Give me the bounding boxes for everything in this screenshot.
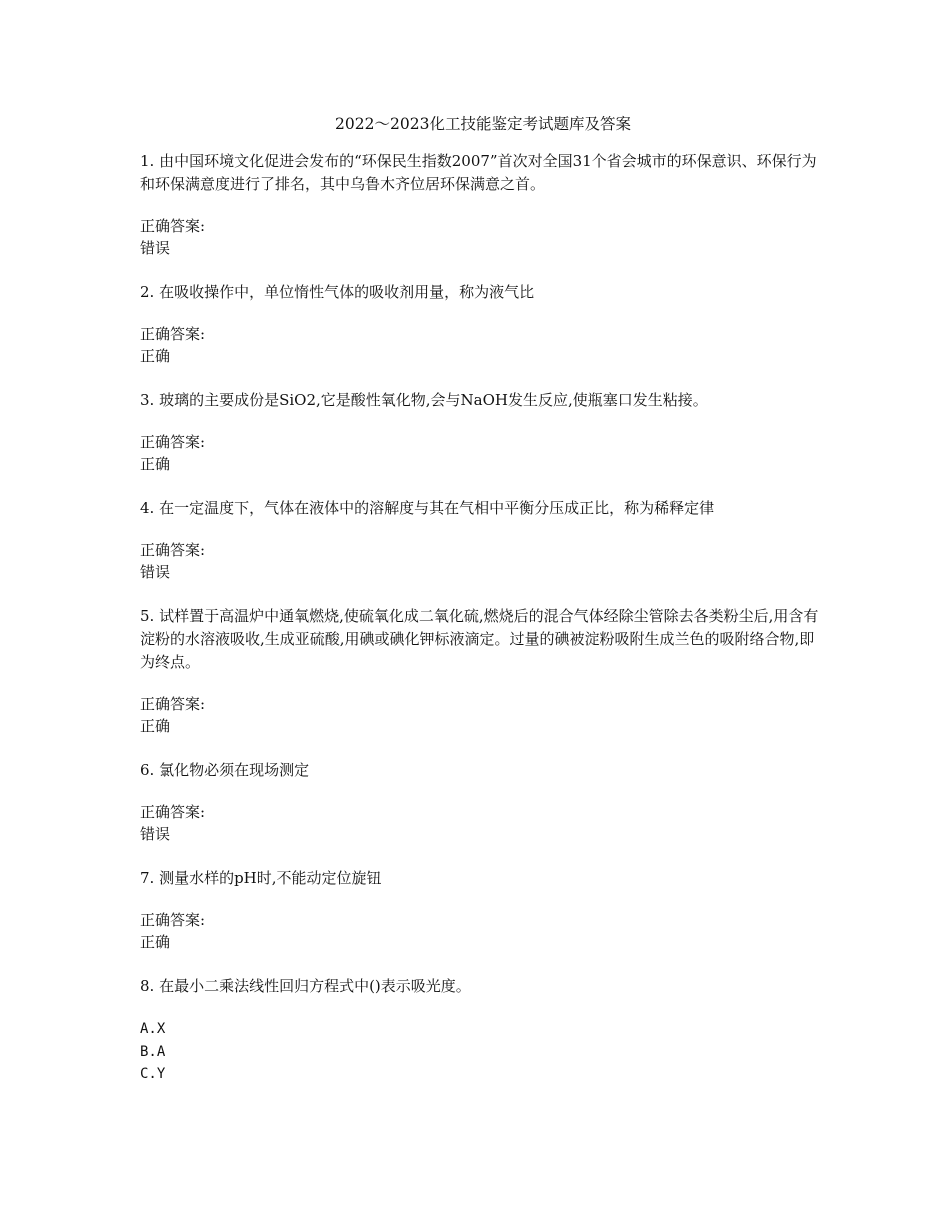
answer-value: 正确 [140, 347, 171, 365]
answer-label: 正确答案: [140, 911, 206, 929]
answer-value: 错误 [140, 825, 171, 843]
document-title: 2022～2023化工技能鉴定考试题库及答案 [335, 115, 631, 133]
answer-value: 正确 [140, 933, 171, 951]
answer-block [140, 909, 820, 953]
question-text: 3. 玻璃的主要成份是SiO2,它是酸性氧化物,会与NaOH发生反应,使瓶塞口发生粘接。 [140, 391, 708, 409]
answer-block [140, 431, 820, 475]
question-5 [140, 605, 820, 737]
answer-label: 正确答案: [140, 433, 206, 451]
question-2 [140, 281, 820, 367]
answer-value: 错误 [140, 563, 171, 581]
question-8 [140, 975, 820, 1086]
answer-value: 正确 [140, 455, 171, 473]
answer-label: 正确答案: [140, 695, 206, 713]
answer-label: 正确答案: [140, 325, 206, 343]
answer-block [140, 539, 820, 583]
question-3 [140, 389, 820, 475]
answer-block [140, 693, 820, 737]
answer-value: 错误 [140, 239, 171, 257]
question-text: 7. 测量水样的pH时,不能动定位旋钮 [140, 869, 382, 887]
answer-label: 正确答案: [140, 541, 206, 559]
document-page [140, 112, 820, 1086]
question-text: 5. 试样置于高温炉中通氧燃烧,使硫氧化成二氧化硫,燃烧后的混合气体经除尘管除去各类粉尘后,用含有淀粉的水溶液吸收,生成亚硫酸,用碘或碘化钾标液滴定。过量的碘被淀粉吸附生成兰色的吸附络合物,即为终点。 [140, 607, 819, 671]
question-7 [140, 867, 820, 953]
option-c: C.Y [140, 1066, 166, 1082]
answer-value: 正确 [140, 717, 171, 735]
question-text: 1. 由中国环境文化促进会发布的“环保民生指数2007”首次对全国31个省会城市的环保意识、环保行为和环保满意度进行了排名，其中乌鲁木齐位居环保满意之首。 [140, 152, 817, 193]
answer-block [140, 801, 820, 845]
question-1 [140, 150, 820, 259]
question-text: 4. 在一定温度下，气体在液体中的溶解度与其在气相中平衡分压成正比，称为稀释定律 [140, 499, 715, 517]
option-a: A.X [140, 1021, 166, 1037]
answer-label: 正确答案: [140, 217, 206, 235]
question-4 [140, 497, 820, 583]
question-text: 6. 氯化物必须在现场测定 [140, 761, 310, 779]
answer-block [140, 323, 820, 367]
answer-label: 正确答案: [140, 803, 206, 821]
option-b: B.A [140, 1043, 166, 1060]
question-text: 8. 在最小二乘法线性回归方程式中()表示吸光度。 [140, 977, 471, 995]
question-6 [140, 759, 820, 845]
answer-block [140, 215, 820, 259]
question-text: 2. 在吸收操作中，单位惰性气体的吸收剂用量，称为液气比 [140, 283, 535, 301]
option-list [140, 1018, 820, 1086]
